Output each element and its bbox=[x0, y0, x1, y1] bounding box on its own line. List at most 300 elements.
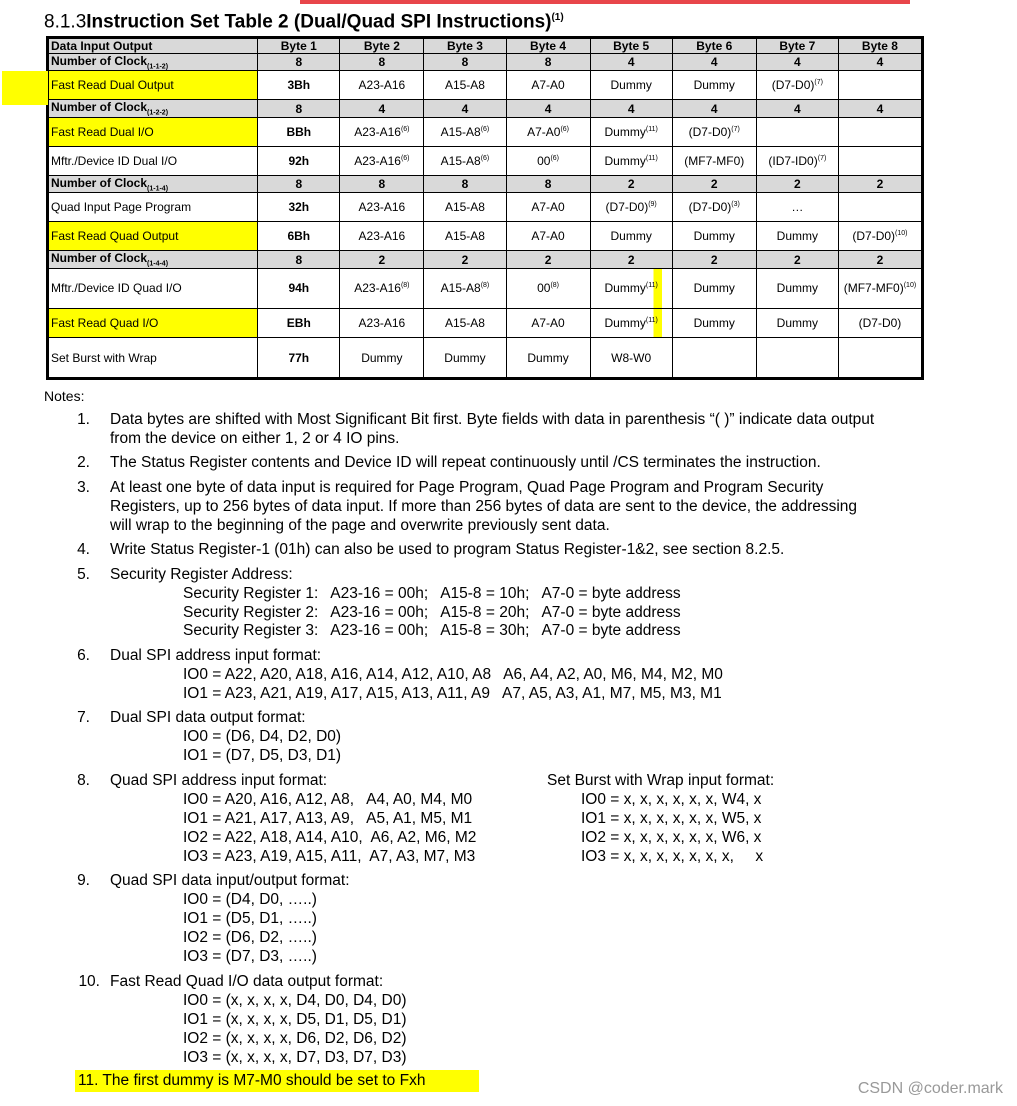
byte-cell bbox=[590, 222, 672, 251]
cell-text: 77h bbox=[288, 350, 310, 365]
byte-cell bbox=[258, 338, 340, 378]
byte-cell bbox=[258, 71, 340, 100]
instruction-row bbox=[49, 338, 922, 378]
row-label bbox=[49, 71, 258, 100]
cell-text: 2 bbox=[710, 252, 718, 267]
byte-cell bbox=[506, 117, 590, 146]
note-1-line-1: Data bytes are shifted with Most Significant Bit first. Byte fields with data in parenthesis “( )” indicate data output bbox=[110, 411, 875, 428]
byte-cell bbox=[424, 54, 506, 71]
note-7-detail: IO1 = (D7, D5, D3, D1) bbox=[183, 747, 342, 764]
byte-cell bbox=[756, 146, 838, 175]
footnote-ref: (6) bbox=[400, 125, 410, 133]
note-8-detail: IO0 = A20, A16, A12, A8, A4, A0, M4, M0 bbox=[183, 791, 473, 808]
cell-text: 8 bbox=[295, 177, 303, 192]
byte-cell bbox=[672, 100, 756, 117]
cell-text: 2 bbox=[544, 252, 552, 267]
cell-text: (D7-D0) bbox=[858, 315, 902, 330]
burst-wrap-detail: IO1 = x, x, x, x, x, x, W5, x bbox=[581, 810, 762, 827]
cell-text: A15-A8 bbox=[444, 229, 485, 244]
highlight-mark bbox=[2, 71, 48, 105]
note-10-detail: IO1 = (x, x, x, x, D5, D1, D5, D1) bbox=[183, 1011, 407, 1028]
byte-cell bbox=[756, 193, 838, 222]
byte-cell bbox=[672, 71, 756, 100]
byte-cell bbox=[590, 308, 672, 337]
note-number: 9. bbox=[77, 872, 90, 889]
column-header: Data Input Output bbox=[49, 39, 258, 54]
cell-text: (MF7-MF0) bbox=[843, 281, 904, 296]
byte-cell bbox=[506, 222, 590, 251]
byte-cell bbox=[506, 100, 590, 117]
cell-text: A15-A8 bbox=[444, 315, 485, 330]
note-10-detail: IO3 = (x, x, x, x, D7, D3, D7, D3) bbox=[183, 1049, 407, 1066]
cell-text: 2 bbox=[876, 252, 884, 267]
cell-text: 2 bbox=[876, 177, 884, 192]
note-8-detail: IO1 = A21, A17, A13, A9, A5, A1, M5, M1 bbox=[183, 810, 473, 827]
section-title: Instruction Set Table 2 (Dual/Quad SPI Instructions) bbox=[86, 11, 552, 33]
cell-text: 8 bbox=[544, 55, 552, 70]
note-9: Quad SPI data input/output format: bbox=[110, 872, 350, 889]
cell-text: 2 bbox=[378, 252, 386, 267]
cell-text: Dummy bbox=[604, 315, 646, 330]
cell-text: 8 bbox=[295, 101, 303, 116]
byte-cell bbox=[506, 54, 590, 71]
note-number: 3. bbox=[77, 479, 90, 496]
cell-text: A15-A8 bbox=[440, 153, 481, 168]
note-10-detail: IO2 = (x, x, x, x, D6, D2, D6, D2) bbox=[183, 1030, 407, 1047]
cell-text: A23-A16 bbox=[358, 78, 406, 93]
cell-text: Number of Clock bbox=[51, 251, 148, 266]
section-number: 8.1.3 bbox=[44, 11, 87, 33]
cell-text: 00 bbox=[537, 153, 551, 168]
footnote-ref: (11) bbox=[645, 316, 658, 324]
cell-text: Mftr./Device ID Dual I/O bbox=[51, 153, 178, 168]
section-title-note: (1) bbox=[551, 12, 564, 23]
byte-cell bbox=[506, 71, 590, 100]
footnote-ref: (7) bbox=[731, 125, 740, 133]
cell-text: 4 bbox=[627, 101, 635, 116]
byte-cell bbox=[590, 338, 672, 378]
byte-cell bbox=[672, 338, 756, 378]
note-5-detail: Security Register 3: A23-16 = 00h; A15-8 = 30h; A7-0 = byte address bbox=[183, 622, 681, 639]
byte-cell bbox=[756, 54, 838, 71]
column-header: Byte 6 bbox=[672, 39, 756, 54]
byte-cell bbox=[258, 268, 340, 308]
byte-cell bbox=[756, 308, 838, 337]
note-8-detail: IO2 = A22, A18, A14, A10, A6, A2, M6, M2 bbox=[183, 829, 477, 846]
cell-text: 32h bbox=[288, 200, 310, 215]
byte-cell bbox=[506, 146, 590, 175]
clock-mode: (1-4-4) bbox=[147, 260, 169, 268]
clock-mode: (1-1-2) bbox=[147, 63, 169, 71]
section-heading bbox=[44, 6, 564, 34]
cell-text: (D7-D0) bbox=[688, 200, 732, 215]
footnote-ref: (6) bbox=[560, 125, 570, 133]
note-7: Dual SPI data output format: bbox=[110, 709, 306, 726]
instruction-table-body bbox=[49, 39, 922, 378]
cell-text: 6Bh bbox=[287, 229, 311, 244]
byte-cell bbox=[506, 338, 590, 378]
cell-text: 4 bbox=[544, 101, 552, 116]
byte-cell bbox=[838, 268, 921, 308]
cell-text: 4 bbox=[378, 101, 386, 116]
note-7-detail: IO0 = (D6, D4, D2, D0) bbox=[183, 728, 342, 745]
byte-cell bbox=[258, 251, 340, 268]
byte-cell bbox=[838, 338, 921, 378]
cell-text: Set Burst with Wrap bbox=[51, 350, 157, 365]
cell-text: Number of Clock bbox=[51, 54, 148, 68]
column-header: Byte 3 bbox=[424, 39, 506, 54]
byte-cell bbox=[756, 222, 838, 251]
byte-cell bbox=[756, 251, 838, 268]
instruction-row bbox=[49, 193, 922, 222]
cell-text: A15-A8 bbox=[440, 281, 481, 296]
cell-text: Dummy bbox=[693, 78, 735, 93]
clock-mode: (1-2-2) bbox=[147, 109, 169, 117]
byte-cell bbox=[340, 222, 424, 251]
cell-text: 4 bbox=[876, 55, 884, 70]
clock-count-row bbox=[49, 100, 922, 117]
footnote-ref: (6) bbox=[480, 125, 490, 133]
byte-cell bbox=[756, 268, 838, 308]
byte-cell bbox=[672, 268, 756, 308]
byte-cell bbox=[672, 251, 756, 268]
cell-text: Dummy bbox=[604, 153, 646, 168]
notes-title: Notes: bbox=[44, 388, 85, 404]
cell-text: Dummy bbox=[361, 350, 403, 365]
row-label bbox=[49, 338, 258, 378]
cell-text: Dummy bbox=[776, 281, 819, 296]
byte-cell bbox=[838, 146, 921, 175]
cell-text: Fast Read Quad I/O bbox=[51, 315, 159, 330]
byte-cell bbox=[672, 54, 756, 71]
note-4: Write Status Register-1 (01h) can also be used to program Status Register-1&2, see section 8.2.5. bbox=[110, 541, 785, 558]
cell-text: (ID7-ID0) bbox=[768, 153, 818, 168]
cell-text: 2 bbox=[461, 252, 469, 267]
cell-text: A23-A16 bbox=[358, 315, 406, 330]
byte-cell bbox=[258, 222, 340, 251]
note-9-detail: IO3 = (D7, D3, …..) bbox=[183, 948, 317, 965]
table-header-row bbox=[49, 39, 922, 54]
note-number: 5. bbox=[77, 566, 90, 583]
cell-text: 4 bbox=[876, 101, 884, 116]
cell-text: A23-A16 bbox=[354, 124, 401, 139]
note-5-detail: Security Register 2: A23-16 = 00h; A15-8 = 20h; A7-0 = byte address bbox=[183, 604, 681, 621]
byte-cell bbox=[340, 71, 424, 100]
cell-text: 4 bbox=[627, 55, 635, 70]
byte-cell bbox=[424, 268, 506, 308]
instruction-row bbox=[49, 71, 922, 100]
footnote-ref: (8) bbox=[480, 282, 490, 290]
byte-cell bbox=[340, 268, 424, 308]
instruction-row bbox=[49, 117, 922, 146]
cell-text: A7-A0 bbox=[531, 78, 565, 93]
row-label bbox=[49, 251, 258, 268]
byte-cell bbox=[424, 146, 506, 175]
cell-text: 8 bbox=[295, 252, 303, 267]
instruction-table bbox=[48, 38, 922, 378]
instruction-row bbox=[49, 308, 922, 337]
byte-cell bbox=[340, 117, 424, 146]
footnote-ref: (11) bbox=[645, 282, 658, 290]
cell-text: Number of Clock bbox=[51, 175, 148, 190]
clock-count-row bbox=[49, 54, 922, 71]
cell-text: Dummy bbox=[693, 315, 735, 330]
row-label bbox=[49, 175, 258, 192]
note-6-detail: IO0 = A22, A20, A18, A16, A14, A12, A10, A8 A6, A4, A2, A0, M6, M4, M2, M0 bbox=[183, 666, 723, 683]
byte-cell bbox=[340, 54, 424, 71]
cell-text: Fast Read Dual I/O bbox=[51, 124, 154, 139]
byte-cell bbox=[672, 146, 756, 175]
byte-cell bbox=[340, 100, 424, 117]
cell-text: W8-W0 bbox=[611, 350, 652, 365]
footnote-ref: (10) bbox=[895, 230, 908, 238]
row-label bbox=[49, 117, 258, 146]
cell-text: 4 bbox=[710, 101, 718, 116]
byte-cell bbox=[424, 222, 506, 251]
clock-mode: (1-1-4) bbox=[147, 185, 169, 193]
row-label bbox=[49, 268, 258, 308]
byte-cell bbox=[340, 193, 424, 222]
footnote-ref: (8) bbox=[550, 282, 560, 290]
byte-cell bbox=[838, 193, 921, 222]
cell-text: A23-A16 bbox=[358, 229, 406, 244]
footnote-ref: (11) bbox=[645, 154, 658, 162]
byte-cell bbox=[672, 308, 756, 337]
cell-text: EBh bbox=[286, 315, 311, 330]
cell-text: 8 bbox=[461, 177, 469, 192]
footnote-ref: (6) bbox=[480, 154, 490, 162]
note-3-line-1: At least one byte of data input is required for Page Program, Quad Page Program and Program Security bbox=[110, 479, 824, 496]
cell-text: 00 bbox=[537, 281, 551, 296]
instruction-row bbox=[49, 268, 922, 308]
cell-text: (MF7-MF0) bbox=[684, 153, 745, 168]
note-10: Fast Read Quad I/O data output format: bbox=[110, 973, 384, 990]
byte-cell bbox=[424, 308, 506, 337]
note-6-detail: IO1 = A23, A21, A19, A17, A15, A13, A11, A9 A7, A5, A3, A1, M7, M5, M3, M1 bbox=[183, 685, 722, 702]
byte-cell bbox=[672, 193, 756, 222]
cell-text: 2 bbox=[794, 177, 801, 192]
burst-wrap-detail: IO2 = x, x, x, x, x, x, W6, x bbox=[581, 829, 762, 846]
byte-cell bbox=[340, 338, 424, 378]
byte-cell bbox=[756, 175, 838, 192]
byte-cell bbox=[838, 175, 921, 192]
byte-cell bbox=[590, 146, 672, 175]
column-header: Byte 8 bbox=[838, 39, 921, 54]
byte-cell bbox=[506, 268, 590, 308]
burst-wrap-detail: IO0 = x, x, x, x, x, x, W4, x bbox=[581, 791, 762, 808]
byte-cell bbox=[258, 308, 340, 337]
byte-cell bbox=[756, 338, 838, 378]
column-header: Byte 1 bbox=[258, 39, 340, 54]
cell-text: 4 bbox=[794, 55, 801, 70]
footnote-ref: (6) bbox=[550, 154, 560, 162]
byte-cell bbox=[838, 117, 921, 146]
byte-cell bbox=[506, 308, 590, 337]
cell-text: 2 bbox=[710, 177, 718, 192]
byte-cell bbox=[838, 71, 921, 100]
cell-text: Dummy bbox=[604, 124, 646, 139]
note-9-detail: IO1 = (D5, D1, …..) bbox=[183, 910, 317, 927]
cell-text: 4 bbox=[461, 101, 469, 116]
byte-cell bbox=[424, 338, 506, 378]
note-10-detail: IO0 = (x, x, x, x, D4, D0, D4, D0) bbox=[183, 992, 407, 1009]
footnote-ref: (6) bbox=[400, 154, 410, 162]
note-number: 2. bbox=[77, 454, 90, 471]
row-label bbox=[49, 308, 258, 337]
cell-text: A23-A16 bbox=[354, 153, 401, 168]
note-number: 10. bbox=[78, 973, 100, 990]
burst-wrap-title: Set Burst with Wrap input format: bbox=[547, 772, 775, 789]
note-number: 6. bbox=[77, 647, 90, 664]
burst-wrap-detail: IO3 = x, x, x, x, x, x, x, x bbox=[581, 848, 764, 865]
byte-cell bbox=[340, 175, 424, 192]
cell-text: Fast Read Quad Output bbox=[51, 229, 179, 244]
column-header: Byte 5 bbox=[590, 39, 672, 54]
byte-cell bbox=[506, 193, 590, 222]
cell-text: A15-A8 bbox=[444, 78, 485, 93]
cell-text: A23-A16 bbox=[358, 200, 406, 215]
byte-cell bbox=[590, 268, 672, 308]
byte-cell bbox=[672, 222, 756, 251]
row-label bbox=[49, 146, 258, 175]
note-9-detail: IO0 = (D4, D0, …..) bbox=[183, 891, 317, 908]
note-3-line-2: Registers, up to 256 bytes of data input. If more than 256 bytes of data are sent to the device, the addressing bbox=[110, 498, 858, 515]
cell-text: 8 bbox=[544, 177, 552, 192]
note-6: Dual SPI address input format: bbox=[110, 647, 322, 664]
byte-cell bbox=[672, 117, 756, 146]
byte-cell bbox=[424, 71, 506, 100]
instruction-row bbox=[49, 222, 922, 251]
note-8-detail: IO3 = A23, A19, A15, A11, A7, A3, M7, M3 bbox=[183, 848, 476, 865]
cell-text: A15-A8 bbox=[444, 200, 485, 215]
cell-text: A7-A0 bbox=[527, 124, 561, 139]
footnote-ref: (7) bbox=[814, 79, 823, 87]
cell-text: Dummy bbox=[776, 229, 819, 244]
cell-text: Dummy bbox=[776, 315, 819, 330]
cell-text: (D7-D0) bbox=[688, 124, 732, 139]
cell-text: 8 bbox=[461, 55, 469, 70]
cell-text: Number of Clock bbox=[51, 100, 148, 115]
instruction-row bbox=[49, 146, 922, 175]
cell-text: Dummy bbox=[610, 229, 652, 244]
note-number: 4. bbox=[77, 541, 90, 558]
cell-text: (D7-D0) bbox=[605, 200, 649, 215]
note-number: 8. bbox=[77, 772, 90, 789]
cell-text: Dummy bbox=[693, 229, 735, 244]
cell-text: Dummy bbox=[610, 78, 652, 93]
byte-cell bbox=[340, 251, 424, 268]
clock-count-row bbox=[49, 251, 922, 268]
row-label bbox=[49, 222, 258, 251]
cell-text: (D7-D0) bbox=[771, 78, 815, 93]
header-red-decoration bbox=[300, 0, 910, 4]
byte-cell bbox=[838, 308, 921, 337]
cell-text: A7-A0 bbox=[531, 200, 565, 215]
note-number: 7. bbox=[77, 709, 90, 726]
cell-text: Dummy bbox=[604, 281, 646, 296]
cell-text: 92h bbox=[288, 153, 310, 168]
cell-text: Quad Input Page Program bbox=[51, 200, 192, 215]
row-label bbox=[49, 54, 258, 71]
note-5: Security Register Address: bbox=[110, 566, 293, 583]
byte-cell bbox=[424, 175, 506, 192]
byte-cell bbox=[506, 175, 590, 192]
cell-text: 2 bbox=[627, 252, 635, 267]
footnote-ref: (9) bbox=[648, 201, 657, 209]
cell-text: A7-A0 bbox=[531, 229, 565, 244]
byte-cell bbox=[258, 146, 340, 175]
column-header: Byte 7 bbox=[756, 39, 838, 54]
note-8: Quad SPI address input format: bbox=[110, 772, 328, 789]
note-2: The Status Register contents and Device ID will repeat continuously until /CS terminates the instruction. bbox=[110, 454, 821, 471]
cell-text: … bbox=[791, 200, 804, 215]
note-number: 1. bbox=[77, 411, 90, 428]
cell-text: Dummy bbox=[527, 350, 569, 365]
row-label bbox=[49, 100, 258, 117]
byte-cell bbox=[756, 117, 838, 146]
byte-cell bbox=[340, 146, 424, 175]
byte-cell bbox=[590, 100, 672, 117]
cell-text: 4 bbox=[710, 55, 718, 70]
note-9-detail: IO2 = (D6, D2, …..) bbox=[183, 929, 317, 946]
footnote-ref: (10) bbox=[903, 282, 917, 290]
cell-text: Dummy bbox=[444, 350, 486, 365]
byte-cell bbox=[258, 175, 340, 192]
cell-text: 8 bbox=[378, 177, 386, 192]
cell-text: Dummy bbox=[693, 281, 735, 296]
byte-cell bbox=[672, 175, 756, 192]
note-1-line-2: from the device on either 1, 2 or 4 IO pins. bbox=[110, 430, 400, 447]
cell-text: Fast Read Dual Output bbox=[51, 78, 174, 93]
byte-cell bbox=[590, 193, 672, 222]
footnote-ref: (7) bbox=[817, 154, 827, 162]
clock-count-row bbox=[49, 175, 922, 192]
byte-cell bbox=[424, 117, 506, 146]
byte-cell bbox=[838, 222, 921, 251]
row-label bbox=[49, 193, 258, 222]
cell-text: 94h bbox=[288, 281, 310, 296]
cell-text: 2 bbox=[794, 252, 801, 267]
cell-text: BBh bbox=[286, 124, 312, 139]
byte-cell bbox=[258, 193, 340, 222]
byte-cell bbox=[590, 251, 672, 268]
cell-text: 8 bbox=[378, 55, 386, 70]
byte-cell bbox=[590, 175, 672, 192]
watermark: CSDN @coder.mark bbox=[857, 1080, 1003, 1097]
byte-cell bbox=[838, 54, 921, 71]
cell-text: A23-A16 bbox=[354, 281, 401, 296]
byte-cell bbox=[424, 100, 506, 117]
byte-cell bbox=[258, 54, 340, 71]
byte-cell bbox=[590, 117, 672, 146]
byte-cell bbox=[838, 251, 921, 268]
cell-text: 2 bbox=[627, 177, 635, 192]
note-3-line-3: will wrap to the beginning of the page and overwrite previously sent data. bbox=[110, 517, 610, 534]
byte-cell bbox=[756, 100, 838, 117]
cell-text: 4 bbox=[794, 101, 801, 116]
cell-text: A7-A0 bbox=[531, 315, 565, 330]
column-header: Byte 4 bbox=[506, 39, 590, 54]
byte-cell bbox=[506, 251, 590, 268]
cell-text: Mftr./Device ID Quad I/O bbox=[51, 281, 182, 296]
cell-text: 3Bh bbox=[287, 78, 311, 93]
byte-cell bbox=[756, 71, 838, 100]
byte-cell bbox=[258, 117, 340, 146]
byte-cell bbox=[590, 54, 672, 71]
footnote-ref: (8) bbox=[400, 282, 410, 290]
byte-cell bbox=[258, 100, 340, 117]
footnote-ref: (11) bbox=[645, 125, 658, 133]
